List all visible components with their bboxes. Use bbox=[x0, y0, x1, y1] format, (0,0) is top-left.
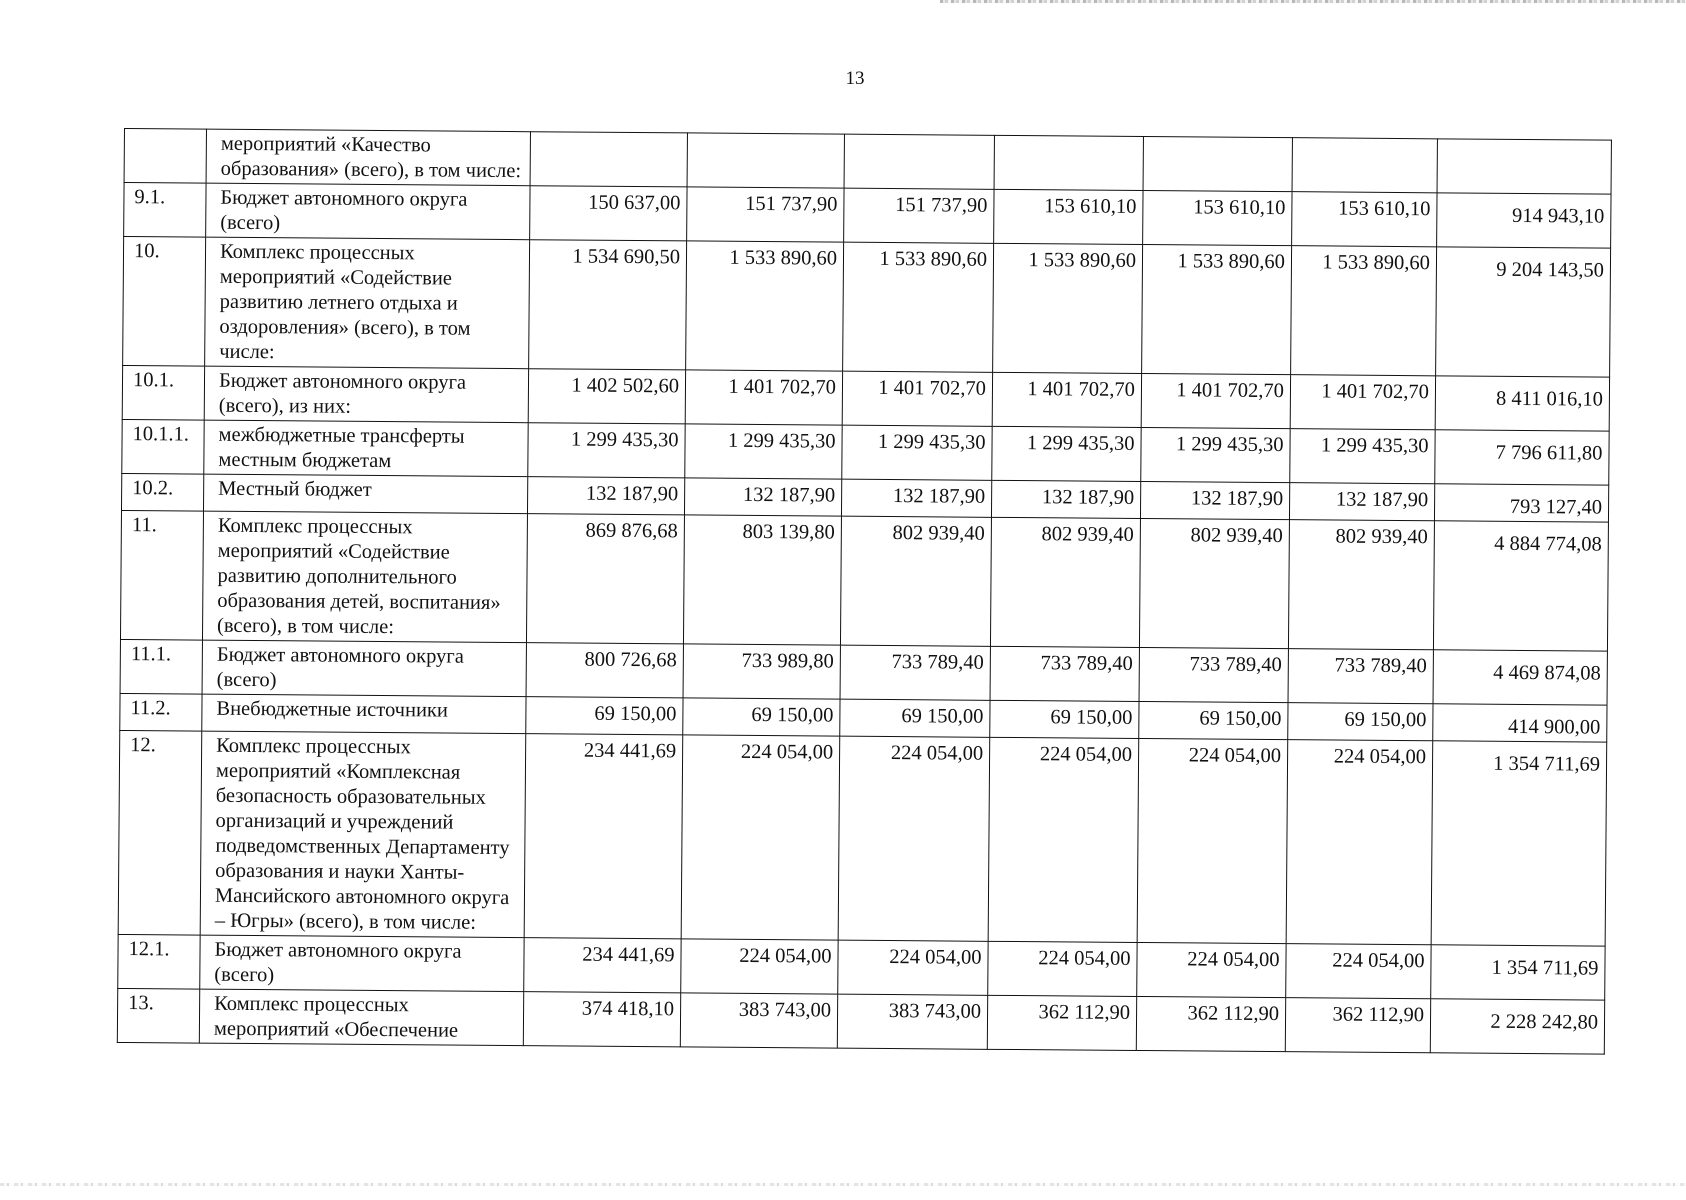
year-value-cell: 733 789,40 bbox=[990, 646, 1139, 701]
year-value-cell: 803 139,80 bbox=[683, 515, 841, 645]
year-value-cell: 383 743,00 bbox=[837, 994, 987, 1049]
year-value-cell bbox=[994, 135, 1143, 190]
year-value-cell: 802 939,40 bbox=[840, 516, 991, 646]
total-value-cell: 793 127,40 bbox=[1434, 484, 1608, 522]
row-name-cell: Бюджет автономного округа (всего) bbox=[202, 640, 526, 697]
year-value-cell: 802 939,40 bbox=[1288, 520, 1434, 650]
year-value-cell: 151 737,90 bbox=[687, 187, 844, 242]
row-name-cell: Местный бюджет bbox=[203, 474, 527, 514]
table-row bbox=[118, 730, 1607, 946]
year-value-cell bbox=[844, 134, 994, 189]
year-value-cell: 69 150,00 bbox=[1288, 703, 1433, 741]
year-value-cell: 733 789,40 bbox=[1288, 649, 1433, 704]
year-value-cell: 1 401 702,70 bbox=[685, 370, 842, 425]
year-value-cell bbox=[1292, 138, 1437, 193]
scan-noise-top bbox=[940, 0, 1686, 3]
year-value-cell: 224 054,00 bbox=[681, 735, 840, 940]
year-value-cell: 1 533 890,60 bbox=[686, 241, 844, 371]
year-value-cell: 69 150,00 bbox=[1139, 701, 1288, 739]
year-value-cell: 69 150,00 bbox=[683, 698, 840, 736]
year-value-cell: 733 789,40 bbox=[1139, 647, 1288, 702]
total-value-cell bbox=[1437, 139, 1611, 194]
year-value-cell: 362 112,90 bbox=[1285, 998, 1430, 1053]
row-number-cell: 11. bbox=[120, 510, 203, 640]
row-number-cell: 10.1. bbox=[122, 365, 204, 420]
total-value-cell: 9 204 143,50 bbox=[1436, 247, 1611, 377]
row-number-cell: 12. bbox=[118, 730, 202, 935]
year-value-cell: 1 401 702,70 bbox=[1141, 373, 1290, 428]
row-number-cell: 10.2. bbox=[121, 473, 203, 511]
year-value-cell: 800 726,68 bbox=[526, 643, 683, 698]
row-number-cell: 10. bbox=[123, 237, 206, 367]
year-value-cell: 224 054,00 bbox=[1137, 942, 1286, 997]
year-value-cell: 1 534 690,50 bbox=[529, 240, 687, 370]
row-number-cell: 13. bbox=[117, 988, 199, 1043]
year-value-cell bbox=[687, 133, 844, 188]
total-value-cell: 2 228 242,80 bbox=[1430, 999, 1604, 1054]
year-value-cell: 132 187,90 bbox=[527, 477, 684, 515]
year-value-cell: 224 054,00 bbox=[1286, 944, 1431, 999]
row-name-cell: Комплекс процессных мероприятий «Содействие развитию дополнительного образования детей, воспитания» (всего), в том числе: bbox=[202, 511, 527, 643]
year-value-cell: 1 299 435,30 bbox=[992, 426, 1141, 481]
year-value-cell: 1 299 435,30 bbox=[685, 424, 842, 479]
year-value-cell: 234 441,69 bbox=[524, 734, 683, 939]
year-value-cell: 224 054,00 bbox=[838, 940, 988, 995]
year-value-cell: 69 150,00 bbox=[990, 700, 1139, 738]
total-value-cell: 914 943,10 bbox=[1437, 193, 1611, 248]
year-value-cell: 1 299 435,30 bbox=[842, 425, 992, 480]
year-value-cell: 733 789,40 bbox=[840, 645, 990, 700]
row-name-cell: Бюджет автономного округа (всего) bbox=[206, 183, 530, 240]
year-value-cell bbox=[530, 132, 687, 187]
row-number-cell: 9.1. bbox=[124, 183, 206, 238]
budget-table-body bbox=[117, 129, 1611, 1055]
year-value-cell: 153 610,10 bbox=[1143, 191, 1292, 246]
row-name-cell: Бюджет автономного округа (всего) bbox=[200, 935, 524, 992]
row-number-cell: 11.2. bbox=[120, 693, 202, 731]
year-value-cell: 150 637,00 bbox=[530, 186, 687, 241]
total-value-cell: 414 900,00 bbox=[1433, 704, 1607, 742]
year-value-cell: 153 610,10 bbox=[994, 189, 1143, 244]
budget-table bbox=[117, 128, 1612, 1055]
year-value-cell: 362 112,90 bbox=[987, 995, 1136, 1050]
year-value-cell: 1 533 890,60 bbox=[993, 243, 1143, 373]
year-value-cell: 1 533 890,60 bbox=[1291, 246, 1437, 376]
year-value-cell: 362 112,90 bbox=[1136, 996, 1285, 1051]
year-value-cell: 132 187,90 bbox=[684, 478, 841, 516]
year-value-cell: 132 187,90 bbox=[991, 480, 1140, 518]
year-value-cell: 374 418,10 bbox=[523, 992, 680, 1047]
year-value-cell: 224 054,00 bbox=[1286, 740, 1433, 945]
row-name-cell: Комплекс процессных мероприятий «Обеспечение bbox=[199, 989, 523, 1046]
row-name-cell: межбюджетные трансферты местным бюджетам bbox=[204, 420, 528, 477]
total-value-cell: 7 796 611,80 bbox=[1435, 430, 1609, 485]
total-value-cell: 4 884 774,08 bbox=[1433, 521, 1608, 651]
table-row bbox=[117, 988, 1604, 1054]
year-value-cell bbox=[1143, 137, 1292, 192]
year-value-cell: 1 533 890,60 bbox=[843, 242, 994, 372]
year-value-cell: 1 299 435,30 bbox=[528, 423, 685, 478]
row-name-cell: Внебюджетные источники bbox=[202, 694, 526, 734]
row-name-cell: Комплекс процессных мероприятий «Комплексная безопасность образовательных организаций и учреждений подведомственных Департаменту образования и науки Ханты-Мансийского автономного округа – Югры» (всего), в том числе: bbox=[200, 731, 526, 938]
year-value-cell: 1 533 890,60 bbox=[1142, 245, 1292, 375]
year-value-cell: 1 402 502,60 bbox=[528, 369, 685, 424]
year-value-cell: 224 054,00 bbox=[988, 737, 1139, 942]
row-number-cell: 10.1.1. bbox=[122, 419, 204, 474]
year-value-cell: 132 187,90 bbox=[1140, 481, 1289, 519]
year-value-cell: 234 441,69 bbox=[524, 938, 681, 993]
total-value-cell: 4 469 874,08 bbox=[1433, 650, 1607, 705]
row-number-cell bbox=[124, 129, 206, 184]
year-value-cell: 224 054,00 bbox=[838, 736, 990, 941]
year-value-cell: 224 054,00 bbox=[1137, 738, 1288, 943]
year-value-cell: 151 737,90 bbox=[844, 188, 994, 243]
year-value-cell: 733 989,80 bbox=[683, 644, 840, 699]
page-number: 13 bbox=[845, 68, 865, 89]
year-value-cell: 153 610,10 bbox=[1292, 192, 1437, 247]
total-value-cell: 8 411 016,10 bbox=[1435, 376, 1609, 431]
year-value-cell: 69 150,00 bbox=[526, 697, 683, 735]
year-value-cell: 132 187,90 bbox=[841, 479, 991, 517]
year-value-cell: 1 401 702,70 bbox=[1290, 375, 1435, 430]
row-name-cell: Бюджет автономного округа (всего), из них: bbox=[204, 366, 528, 423]
year-value-cell: 69 150,00 bbox=[840, 699, 990, 737]
year-value-cell: 1 299 435,30 bbox=[1141, 427, 1290, 482]
year-value-cell: 802 939,40 bbox=[1139, 518, 1289, 648]
year-value-cell: 1 401 702,70 bbox=[842, 371, 992, 426]
year-value-cell: 132 187,90 bbox=[1289, 483, 1434, 521]
year-value-cell: 224 054,00 bbox=[988, 941, 1137, 996]
row-name-cell: мероприятий «Качество образования» (всего), в том числе: bbox=[206, 129, 530, 186]
year-value-cell: 1 401 702,70 bbox=[992, 372, 1141, 427]
year-value-cell: 869 876,68 bbox=[526, 514, 684, 644]
table-row bbox=[123, 237, 1611, 378]
year-value-cell: 383 743,00 bbox=[680, 993, 837, 1048]
table-row bbox=[120, 510, 1608, 651]
row-name-cell: Комплекс процессных мероприятий «Содействие развитию летнего отдыха и оздоровления» (всего), в том числе: bbox=[205, 237, 530, 369]
row-number-cell: 12.1. bbox=[118, 934, 200, 989]
year-value-cell: 802 939,40 bbox=[990, 517, 1140, 647]
year-value-cell: 224 054,00 bbox=[681, 939, 838, 994]
total-value-cell: 1 354 711,69 bbox=[1431, 945, 1605, 1000]
total-value-cell: 1 354 711,69 bbox=[1431, 741, 1607, 946]
scan-noise-bottom bbox=[0, 1183, 1686, 1186]
row-number-cell: 11.1. bbox=[120, 639, 202, 694]
year-value-cell: 1 299 435,30 bbox=[1290, 429, 1435, 484]
